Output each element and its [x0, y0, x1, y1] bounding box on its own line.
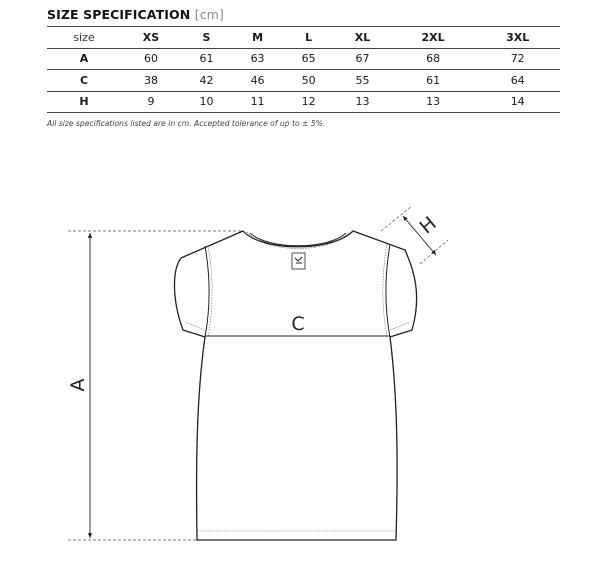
table-cell: 13 — [391, 91, 476, 113]
table-cell: 64 — [475, 70, 560, 92]
label-a: A — [67, 378, 89, 392]
title-text: SIZE SPECIFICATION — [47, 7, 191, 22]
table-cell: 12 — [283, 91, 334, 113]
table-cell: 42 — [181, 70, 232, 92]
table-cell: 72 — [475, 48, 560, 70]
size-col-xl: XL — [334, 27, 391, 49]
table-cell: 11 — [232, 91, 283, 113]
table-cell: 61 — [391, 70, 476, 92]
label-h: H — [415, 212, 441, 239]
table-cell: 55 — [334, 70, 391, 92]
tshirt-outline — [174, 231, 416, 540]
title-unit: [cm] — [194, 7, 224, 22]
size-col-s: S — [181, 27, 232, 49]
row-label: A — [47, 48, 121, 70]
size-header-label: size — [47, 27, 121, 49]
table-cell: 63 — [232, 48, 283, 70]
table-cell: 68 — [391, 48, 476, 70]
sleeve-guide-1 — [381, 206, 412, 231]
table-cell: 14 — [475, 91, 560, 113]
row-label: C — [47, 70, 121, 92]
size-col-l: L — [283, 27, 334, 49]
table-cell: 38 — [121, 70, 181, 92]
table-cell: 67 — [334, 48, 391, 70]
size-col-xs: XS — [121, 27, 181, 49]
tolerance-note: All size specifications listed are in cm. Accepted tolerance of up to ± 5%. — [47, 119, 326, 128]
table-cell: 46 — [232, 70, 283, 92]
label-c: C — [291, 313, 305, 335]
size-col-2xl: 2XL — [391, 27, 476, 49]
size-col-m: M — [232, 27, 283, 49]
row-label: H — [47, 91, 121, 113]
size-col-3xl: 3XL — [475, 27, 560, 49]
table-cell: 9 — [121, 91, 181, 113]
table-cell: 13 — [334, 91, 391, 113]
table-cell: 10 — [181, 91, 232, 113]
table-cell: 50 — [283, 70, 334, 92]
table-cell: 61 — [181, 48, 232, 70]
table-cell: 60 — [121, 48, 181, 70]
table-cell: 65 — [283, 48, 334, 70]
